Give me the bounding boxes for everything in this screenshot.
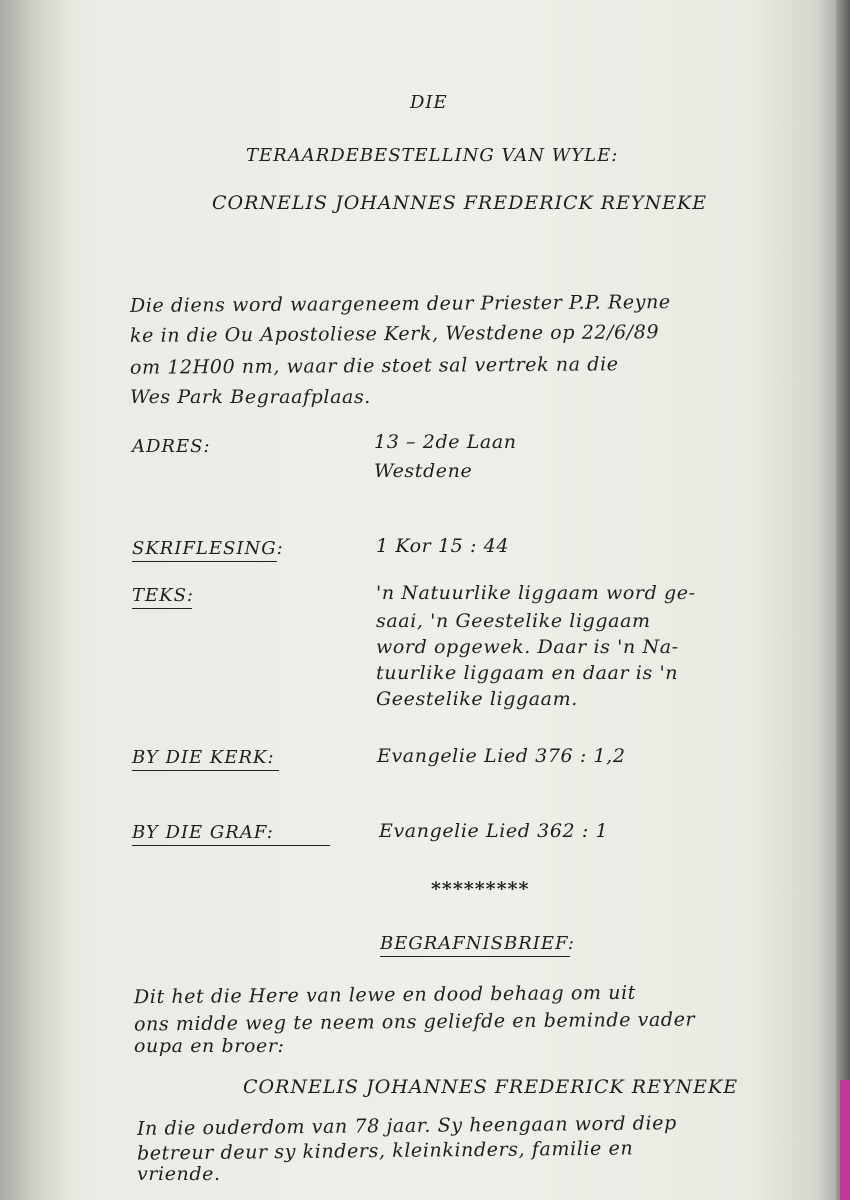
heading-die: DIE xyxy=(410,92,448,113)
begrafnisbrief-title: BEGRAFNISBRIEF: xyxy=(380,933,570,957)
adres-line-2: Westdene xyxy=(374,460,473,482)
closing-line-2: betreur deur sy kinders, kleinkinders, familie en xyxy=(136,1137,634,1165)
skriflesing-value: 1 Kor 15 : 44 xyxy=(376,535,510,557)
skriflesing-label: SKRIFLESING: xyxy=(132,538,277,562)
closing-line-1: In die ouderdom van 78 jaar. Sy heengaan word diep xyxy=(136,1112,677,1140)
begrafnisbrief-line-1: Dit het die Here van lewe en dood behaag om uit xyxy=(133,981,637,1009)
intro-line-2: ke in die Ou Apostoliese Kerk, Westdene op 22/6/89 xyxy=(129,321,660,347)
teks-label: TEKS: xyxy=(132,585,192,609)
intro-line-3: om 12H00 nm, waar die stoet sal vertrek na die xyxy=(129,353,619,379)
heading-subtitle: TERAARDEBESTELLING VAN WYLE: xyxy=(246,145,619,166)
teks-line-3: word opgewek. Daar is 'n Na- xyxy=(376,636,679,658)
begrafnisbrief-line-2: ons midde weg te neem ons geliefde en beminde vader xyxy=(133,1008,696,1036)
closing-line-3: vriende. xyxy=(137,1163,221,1185)
teks-line-4: tuurlike liggaam en daar is 'n xyxy=(376,662,679,684)
deceased-name: CORNELIS JOHANNES FREDERICK REYNEKE xyxy=(212,192,708,214)
by-die-kerk-value: Evangelie Lied 376 : 1,2 xyxy=(377,745,626,767)
begrafnisbrief-name: CORNELIS JOHANNES FREDERICK REYNEKE xyxy=(243,1076,739,1098)
intro-line-1: Die diens word waargeneem deur Priester P.P. Reyne xyxy=(129,291,671,317)
separator: ********* xyxy=(431,878,530,900)
begrafnisbrief-line-3: oupa en broer: xyxy=(134,1035,285,1057)
by-die-graf-label: BY DIE GRAF: xyxy=(132,822,330,846)
teks-line-1: 'n Natuurlike liggaam word ge- xyxy=(376,582,696,604)
adres-label: ADRES: xyxy=(132,436,211,457)
intro-line-4: Wes Park Begraafplaas. xyxy=(130,386,371,408)
by-die-graf-value: Evangelie Lied 362 : 1 xyxy=(379,820,609,842)
teks-line-2: saai, 'n Geestelike liggaam xyxy=(376,610,651,632)
teks-line-5: Geestelike liggaam. xyxy=(376,688,578,710)
by-die-kerk-label: BY DIE KERK: xyxy=(132,747,279,771)
adres-line-1: 13 – 2de Laan xyxy=(374,431,517,453)
